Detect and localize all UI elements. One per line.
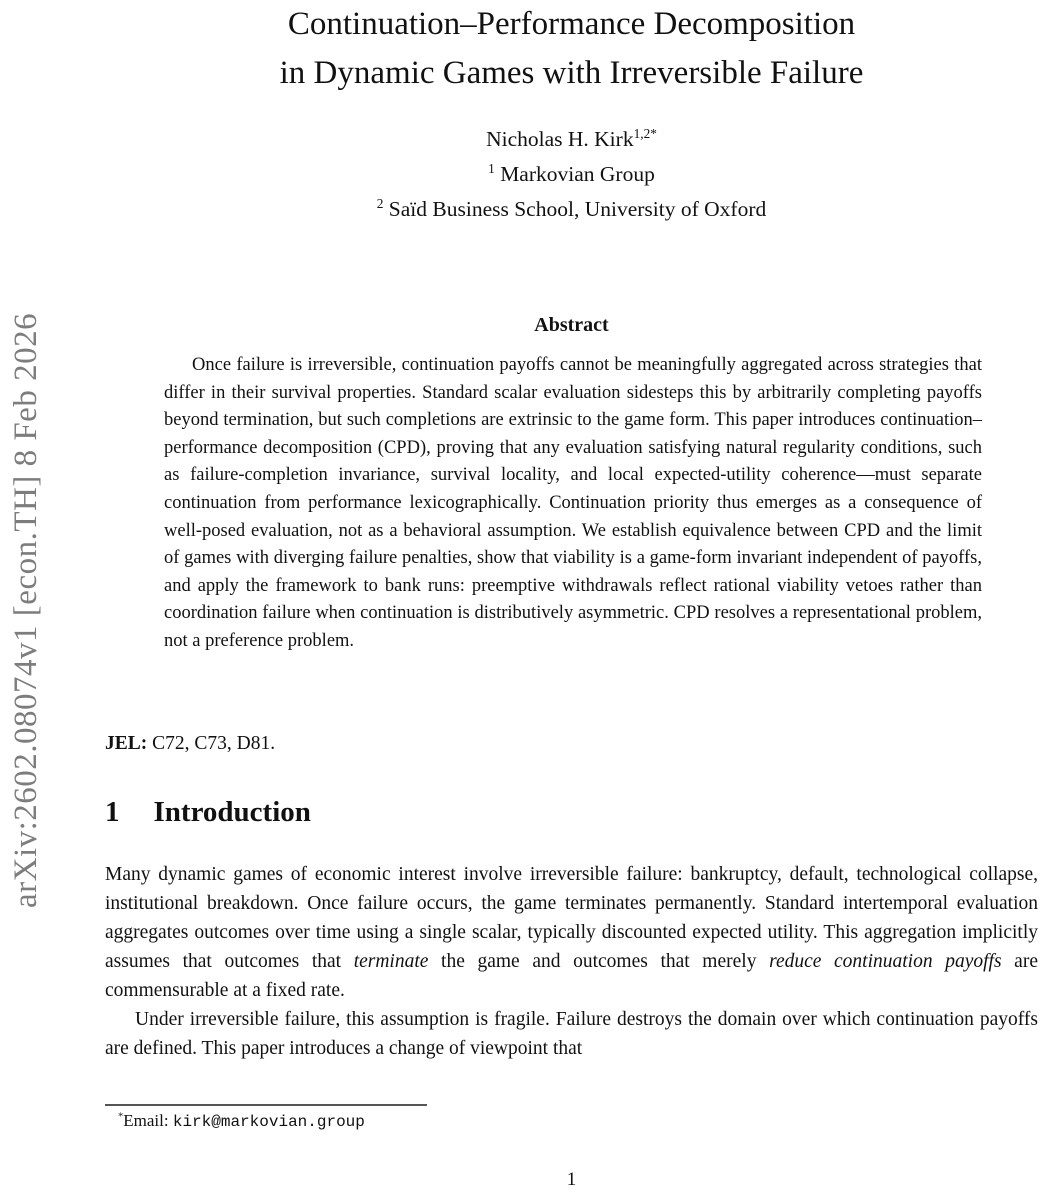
abstract-heading: Abstract bbox=[534, 314, 609, 336]
author-name: Nicholas H. Kirk bbox=[486, 127, 634, 151]
arxiv-stamp: arXiv:2602.08074v1 [econ.TH] 8 Feb 2026 bbox=[8, 312, 44, 908]
section-title: Introduction bbox=[153, 796, 311, 828]
paper-title-line2: in Dynamic Games with Irreversible Failure bbox=[279, 55, 864, 91]
footnote-rule bbox=[105, 1104, 427, 1106]
affiliation-2-name: Saïd Business School, University of Oxford bbox=[383, 197, 767, 221]
affiliation-2-marker: 2 bbox=[376, 195, 384, 211]
jel-label: JEL: bbox=[105, 733, 148, 754]
paper-title bbox=[105, 0, 1038, 98]
intro-p1-text-b: the game and outcomes that merely bbox=[428, 951, 770, 972]
intro-p1-text-a: Many dynamic games of economic interest involve irreversible failure: bankruptcy, default, technological collapse, institutional breakdown. Once failure occurs, the game terminates permanently. Standard intertemporal evaluation aggregates outcomes over time using a single scalar, typically discounted expected utility. This aggregation implicitly assumes that outcomes that bbox=[105, 864, 1038, 972]
intro-paragraph-2: Under irreversible failure, this assumption is fragile. Failure destroys the domain over which continuation payoffs are defined. This paper introduces a change of viewpoint that bbox=[105, 1009, 1038, 1059]
section-heading-introduction bbox=[105, 796, 1038, 829]
affiliation-1-name: Markovian Group bbox=[494, 162, 655, 186]
section-number: 1 bbox=[105, 796, 120, 828]
page-number: 1 bbox=[566, 1169, 577, 1190]
author-block bbox=[105, 122, 1038, 227]
intro-p1-text-c: are commensurable at a fixed rate. bbox=[105, 951, 1038, 1001]
jel-line bbox=[105, 733, 1038, 755]
affiliation-1-marker: 1 bbox=[488, 160, 495, 176]
author-line bbox=[105, 122, 1038, 157]
introduction-body bbox=[105, 860, 1038, 1063]
affiliation-1 bbox=[105, 157, 1038, 192]
footnote bbox=[118, 1111, 1038, 1131]
jel-codes: C72, C73, D81. bbox=[147, 733, 276, 754]
abstract-text: Once failure is irreversible, continuation payoffs cannot be meaningfully aggregated across strategies that differ in their survival properties. Standard scalar evaluation sidesteps this by arbitrarily completing payoffs beyond termination, but such completions are extrinsic to the game form. This paper introduces continuation–performance decomposition (CPD), proving that any evaluation satisfying natural regularity conditions, such as failure-completion invariance, survival locality, and local expected-utility coherence—must separate continuation from performance lexicographically. Continuation priority thus emerges as a consequence of well-posed evaluation, not as a behavioral assumption. We establish equivalence between CPD and the limit of games with diverging failure penalties, show that viability is a game-form invariant independent of payoffs, and apply the framework to bank runs: preemptive withdrawals reflect rational viability vetoes rather than coordination failure when continuation is distributively asymmetric. CPD resolves a representational problem, not a preference problem. bbox=[164, 355, 982, 651]
author-superscript: 1,2* bbox=[633, 125, 657, 141]
intro-p1-italic-terminate: terminate bbox=[353, 951, 429, 972]
paper-title-line1: Continuation–Performance Decomposition bbox=[287, 6, 856, 42]
intro-p1-italic-reduce: reduce continuation payoffs bbox=[769, 951, 1002, 972]
footnote-marker: * bbox=[118, 1111, 124, 1123]
affiliation-2 bbox=[105, 192, 1038, 227]
footnote-email: kirk@markovian.group bbox=[172, 1113, 365, 1131]
intro-paragraph-1 bbox=[105, 860, 1038, 1005]
footnote-label: Email: bbox=[123, 1111, 173, 1130]
